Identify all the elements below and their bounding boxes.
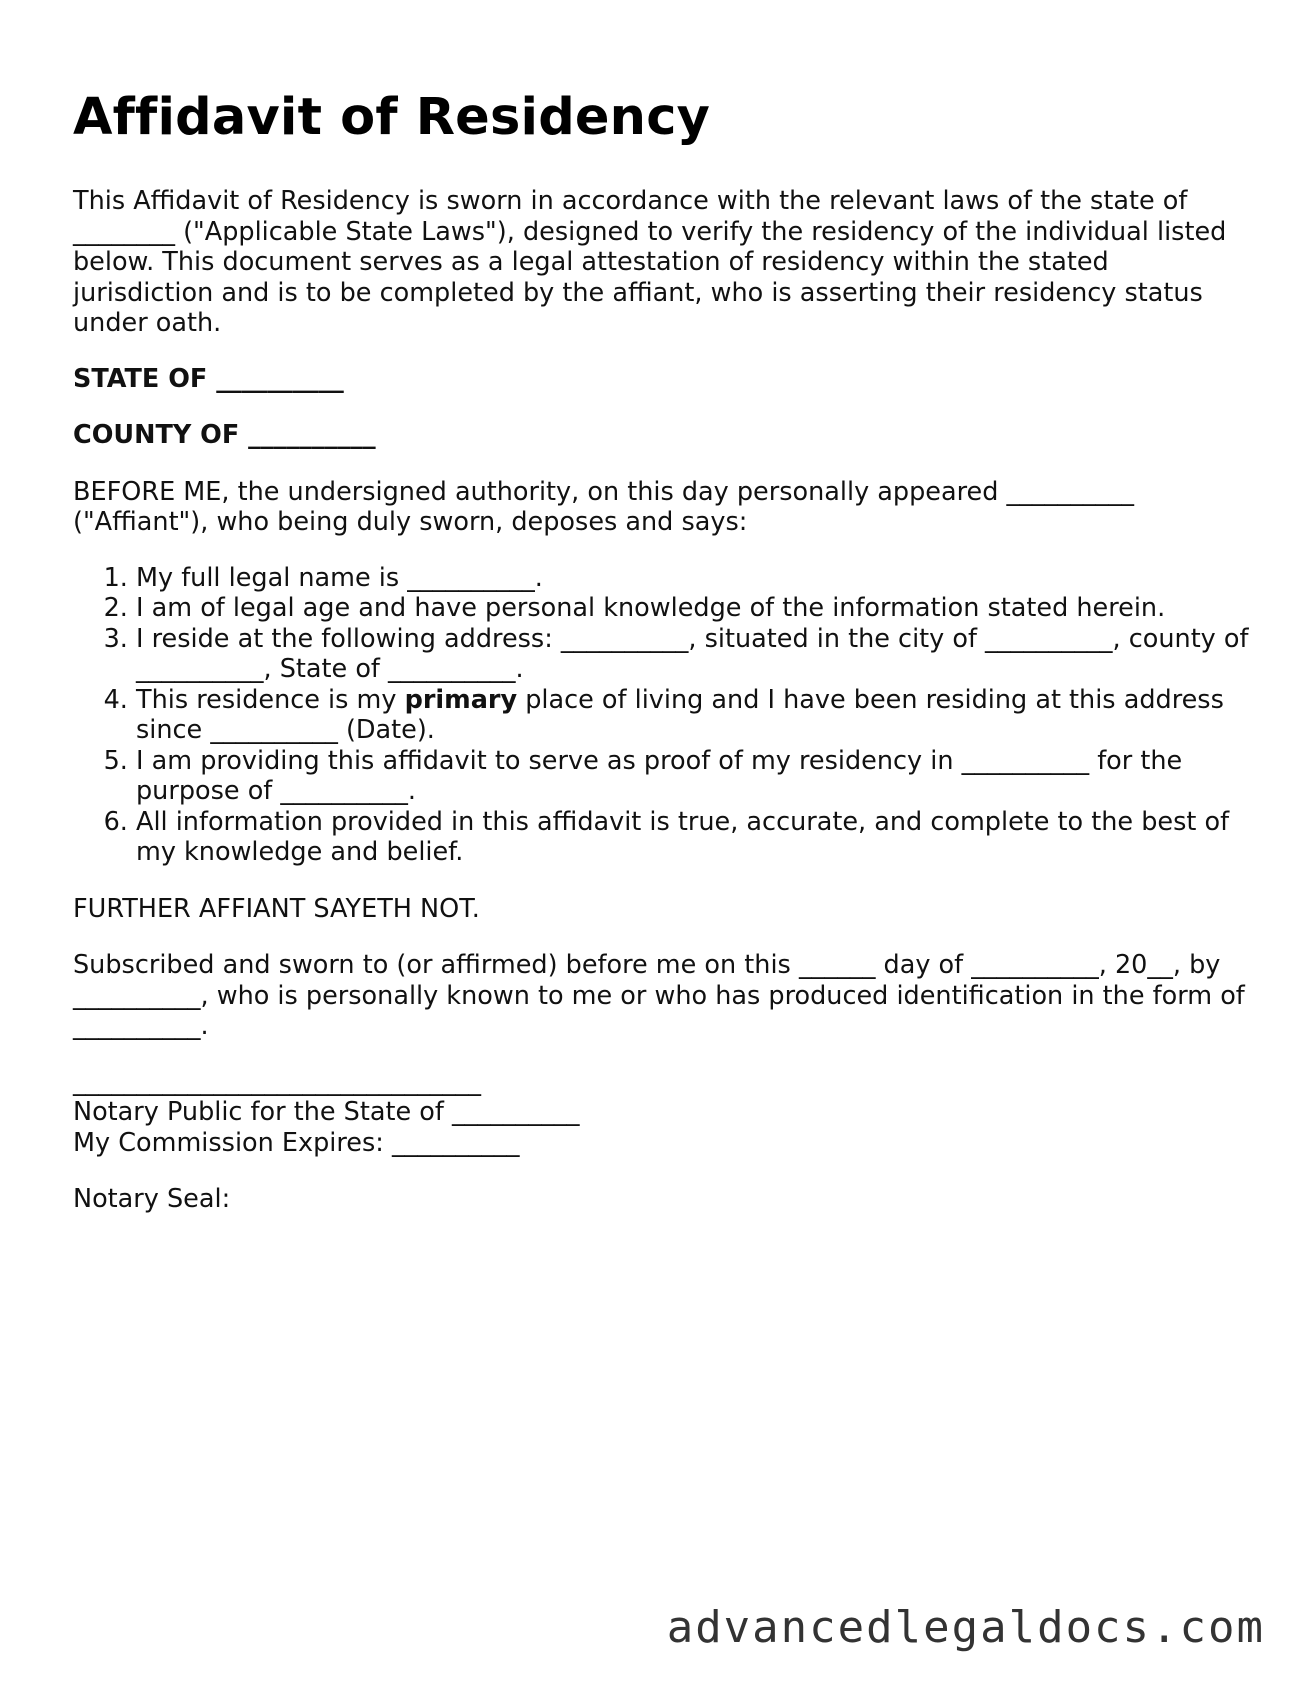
before-me-paragraph: BEFORE ME, the undersigned authority, on this day personally appeared __________ ("Affiant"), who being duly sworn, deposes and says: — [73, 476, 1134, 537]
affiant-statements-list — [73, 563, 1253, 868]
list-item: 5. I am providing this affidavit to serve as proof of my residency in __________ for the purpose of __________. — [136, 746, 1253, 807]
subscribed-paragraph: Subscribed and sworn to (or affirmed) before me on this ______ day of __________, 20__, by __________, who is personally known to me or who has produced identification in the form of __________. — [73, 950, 1245, 1041]
further-affiant-line: FURTHER AFFIANT SAYETH NOT. — [73, 893, 480, 924]
watermark-logo: advancedlegaldocs.com — [666, 1602, 1265, 1653]
state-of-line: STATE OF __________ — [73, 363, 344, 394]
item4-primary-bold: primary — [404, 684, 518, 715]
list-item: 2. I am of legal age and have personal knowledge of the information stated herein. — [136, 593, 1253, 624]
commission-expires-line: My Commission Expires: __________ — [73, 1127, 520, 1158]
notary-state-line: Notary Public for the State of __________ — [73, 1097, 580, 1127]
notary-seal-label: Notary Seal: — [73, 1184, 231, 1214]
county-of-line: COUNTY OF __________ — [73, 420, 376, 450]
intro-paragraph: This Affidavit of Residency is sworn in accordance with the relevant laws of the state of ________ ("Applicable State Laws"), designed to verify the residency of the individual listed below. This document serves as a legal attestation of residency within the stated jurisdiction and is to be completed by the affiant, who is asserting their residency status under oath. — [73, 186, 1227, 338]
item4-text-after: place of living and I have been residing at this address since __________ (Date). — [136, 684, 1224, 745]
item4-text-before: This residence is my — [136, 684, 405, 715]
list-item — [136, 685, 1253, 746]
list-item: 6. All information provided in this affidavit is true, accurate, and complete to the best of my knowledge and belief. — [136, 807, 1253, 868]
list-item: 1. My full legal name is __________. — [136, 563, 1253, 594]
list-item: 3. I reside at the following address: __________, situated in the city of __________, county of __________, State of __________. — [136, 624, 1253, 685]
affidavit-document — [73, 88, 1253, 1215]
signature-line: ________________________________ — [73, 1066, 481, 1097]
document-title: Affidavit of Residency — [73, 88, 711, 147]
